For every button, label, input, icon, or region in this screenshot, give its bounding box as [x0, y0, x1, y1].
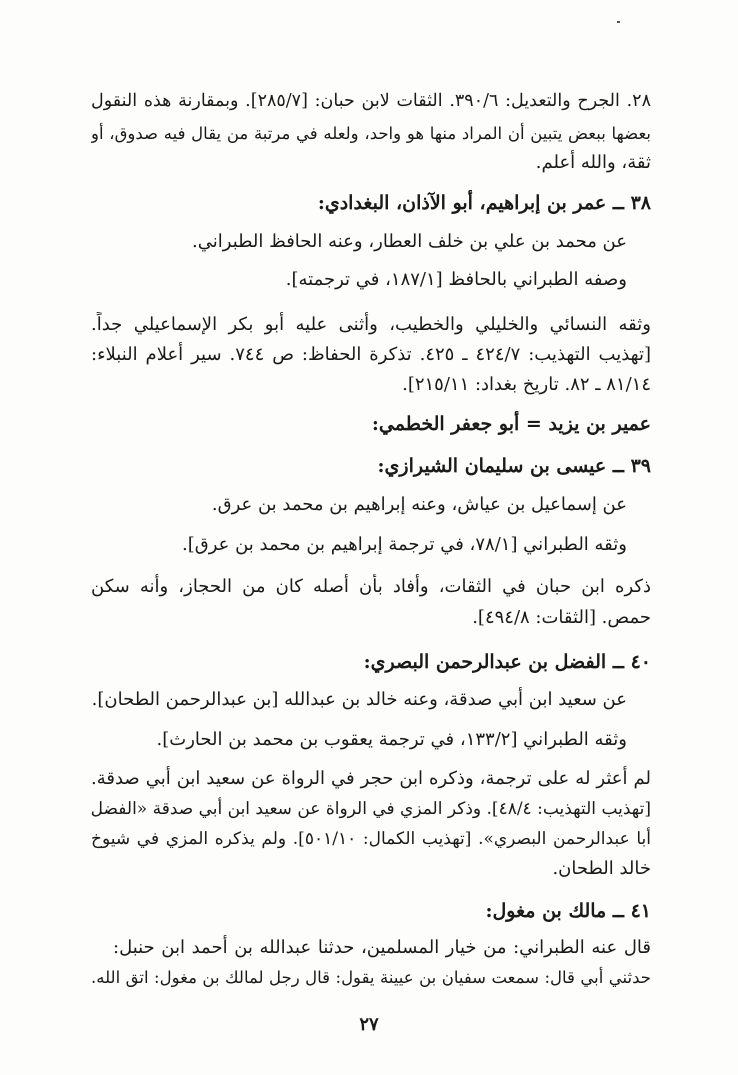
text-line: وثقه الطبراني [١٣٣/٢، في ترجمة يعقوب بن محمد بن الحارث].: [156, 729, 627, 750]
text-line: بعضها ببعض يتبين أن المراد منها هو واحد، ولعله في مرتبة من يقال فيه صدوق، أو: [91, 124, 651, 143]
entry-heading: ٣٩ ــ عيسى بن سليمان الشيرازي:: [377, 455, 651, 477]
text-line: لم أعثر له على ترجمة، وذكره ابن حجر في الرواة عن سعيد ابن أبي صدقة.: [91, 768, 651, 789]
text-line: [تهذيب التهذيب: ٤٢٤/٧ ـ ٤٢٥. تذكرة الحفاظ: ص ٧٤٤. سير أعلام النبلاء:: [91, 344, 651, 365]
text-line: وثقه النسائي والخليلي والخطيب، وأثنى عليه أبو بكر الإسماعيلي جداً.: [91, 314, 651, 335]
text-line: قال عنه الطبراني: من خيار المسلمين، حدثنا عبدالله بن أحمد ابن حنبل:: [113, 937, 651, 958]
text-line: ٨١/١٤ ـ ٨٢. تاريخ بغداد: ٢١٥/١١].: [402, 374, 651, 395]
entry-heading: ٤١ ــ مالك بن مغول:: [485, 900, 651, 922]
entry-heading: ٣٨ ــ عمر بن إبراهيم، أبو الآذان، البغدادي:: [317, 192, 651, 214]
text-line: عن إسماعيل بن عياش، وعنه إبراهيم بن محمد بن عرق.: [211, 494, 627, 515]
text-line: ذكره ابن حبان في الثقات، وأفاد بأن أصله كان من الحجاز، وأنه سكن: [91, 576, 651, 597]
text-line: أبا عبدالرحمن البصري». [تهذيب الكمال: ٥٠١/١٠]. ولم يذكره المزي في شيوخ: [91, 829, 651, 849]
text-line: [تهذيب التهذيب: ٤٨/٤]. وذكر المزي في الرواة عن سعيد ابن أبي صدقة «الفضل: [91, 799, 651, 819]
text-line: ثقة، والله أعلم.: [535, 152, 651, 173]
entry-heading: عمير بن يزيد = أبو جعفر الخطمي:: [371, 413, 651, 435]
corner-mark: [617, 21, 620, 23]
text-line: حمص. [الثقات: ٤٩٤/٨].: [472, 607, 651, 628]
text-line: عن سعيد ابن أبي صدقة، وعنه خالد بن عبدالله [بن عبدالرحمن الطحان].: [91, 689, 627, 710]
entry-heading: ٤٠ ــ الفضل بن عبدالرحمن البصري:: [363, 651, 651, 673]
text-line: خالد الطحان.: [552, 858, 651, 879]
text-line: حدثني أبي قال: سمعت سفيان بن عيينة يقول: قال رجل لمالك بن مغول: اتق الله.: [91, 968, 651, 987]
page-number: ٢٧: [359, 1014, 379, 1035]
text-line: ٢٨. الجرح والتعديل: ٣٩٠/٦. الثقات لابن حبان: [٢٨٥/٧]. وبمقارنة هذه النقول: [91, 91, 651, 111]
text-line: وصفه الطبراني بالحافظ [١٨٧/١، في ترجمته].: [285, 269, 627, 290]
text-line: وثقه الطبراني [٧٨/١، في ترجمة إبراهيم بن محمد بن عرق].: [181, 534, 627, 555]
text-line: عن محمد بن علي بن خلف العطار، وعنه الحافظ الطبراني.: [192, 231, 627, 252]
